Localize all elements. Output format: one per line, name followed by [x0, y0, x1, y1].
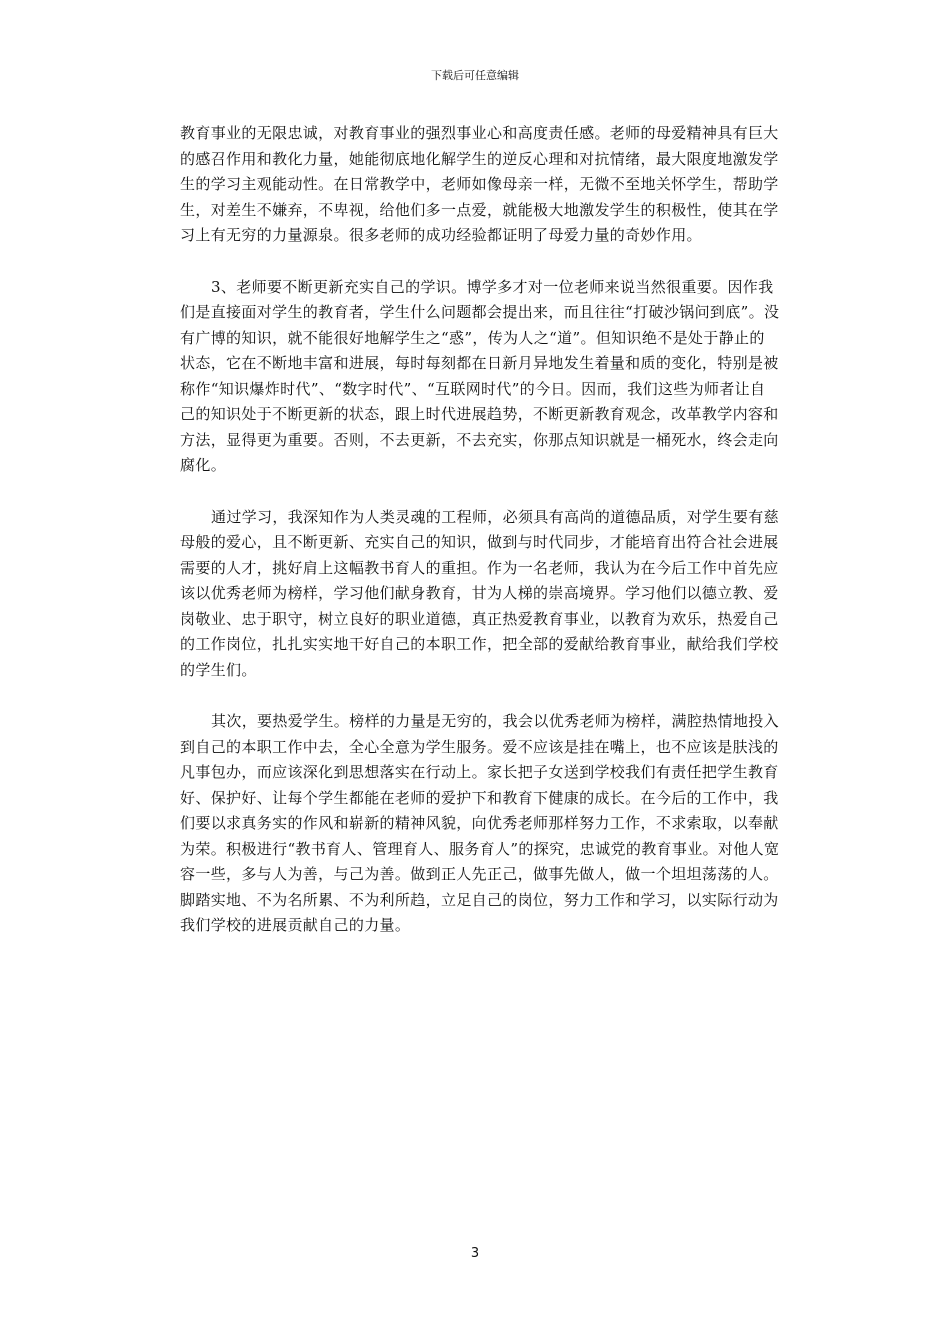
- page-number: 3: [470, 1246, 480, 1261]
- paragraph-second: 其次，要热爱学生。榜样的力量是无穷的，我会以优秀老师为榜样，满腔热情地投入到自己的本职工作中去，全心全意为学生服务。爱不应该是挂在嘴上，也不应该是肤浅的凡事包办，而应该深化到思想落实在行动上。家长把子女送到学校我们有责任把学生教育好、保护好、让每个学生都能在老师的爱护下和教育下健康的成长。在今后的工作中，我们要以求真务实的作风和崭新的精神风貌，向优秀老师那样努力工作，不求索取，以奉献为荣。积极进行“教书育人、管理育人、服务育人”的探究，忠诚党的教育事业。对他人宽容一些，多与人为善，与己为善。做到正人先正己，做事先做人，做一个坦坦荡荡的人。脚踏实地、不为名所累、不为利所趋，立足自己的岗位，努力工作和学习，以实际行动为我们学校的进展贡献自己的力量。: [180, 712, 780, 934]
- page-header: 下载后可任意编辑: [431, 69, 519, 82]
- paragraph-point-3: 3、老师要不断更新充实自己的学识。博学多才对一位老师来说当然很重要。因作我们是直接面对学生的教育者，学生什么问题都会提出来，而且往往“打破沙锅问到底”。没有广博的知识，就不能很好地解学生之“惑”，传为人之“道”。但知识绝不是处于静止的状态，它在不断地丰富和进展，每时每刻都在日新月异地发生着量和质的变化，特别是被称作“知识爆炸时代”、“数字时代”、“互联网时代”的今日。因而，我们这些为师者让自己的知识处于不断更新的状态，跟上时代进展趋势，不断更新教育观念，改革教学内容和方法，显得更为重要。否则，不去更新，不去充实，你那点知识就是一桶死水，终会走向腐化。: [180, 277, 780, 474]
- paragraph-continuation: 教育事业的无限忠诚，对教育事业的强烈事业心和高度责任感。老师的母爱精神具有巨大的感召作用和教化力量，她能彻底地化解学生的逆反心理和对抗情绪，最大限度地激发学生的学习主观能动性。在日常教学中，老师如像母亲一样，无微不至地关怀学生，帮助学生，对差生不嫌弃，不卑视，给他们多一点爱，就能极大地激发学生的积极性，使其在学习上有无穷的力量源泉。很多老师的成功经验都证明了母爱力量的奇妙作用。: [180, 124, 779, 244]
- document-body: [180, 121, 780, 939]
- paragraph-summary: 通过学习，我深知作为人类灵魂的工程师，必须具有高尚的道德品质，对学生要有慈母般的爱心，且不断更新、充实自己的知识，做到与时代同步，才能培育出符合社会进展需要的人才，挑好肩上这幅教书育人的重担。作为一名老师，我认为在今后工作中首先应该以优秀老师为榜样，学习他们献身教育，甘为人梯的崇高境界。学习他们以德立教、爱岗敬业、忠于职守，树立良好的职业道德，真正热爱教育事业，以教育为欢乐，热爱自己的工作岗位，扎扎实实地干好自己的本职工作，把全部的爱献给教育事业，献给我们学校的学生们。: [180, 507, 779, 679]
